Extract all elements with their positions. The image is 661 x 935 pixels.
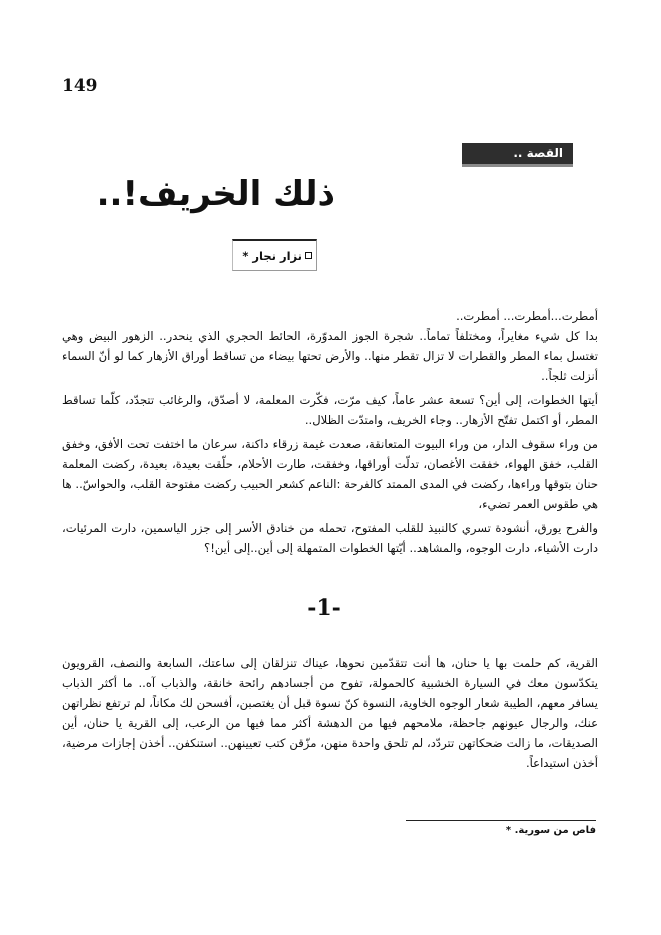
chapter-number: -1-: [307, 595, 341, 621]
section-label: القصة ..: [513, 146, 563, 160]
chapter-paragraph: القرية، كم حلمت بها يا حنان، ها أنت تتقدّمين نحوها، عيناك تنزلقان إلى ساعتك، السابعة والنصف، القرويون يتكدّسون معك في السيارة الخشبية كالحمولة، تفوح من أجسادهم رائحة خانقة، والذباب آه.. ما أكثر الذباب يسافر معهم، الطيبة شعار الوجوه الخاوية، النسوة كنّ نسوة قبل أن يغتصبن، أفسحن لك مكاناً، لم ترتفع نظراتهن عنك، والرجال عيونهم جاحظة، ملامحهم فيها من الدهشة أكثر مما فيها من الرعب، إلى القرية يا حنان، أين الصديقات، ما زالت ضحكاتهن تتردّد، لم تلحق واحدة منهن، مزّقن كتب تعيينهن.. استنكفن.. أخذن إجازات مرضية، أخذن استيداعاً.: [62, 656, 598, 770]
chapter-section: [62, 653, 598, 773]
opening-paragraph: بدا كل شيء مغايراً، ومختلفاً تماماً.. شجرة الجوز المدوّرة، الحائط الحجري الذي ينحدر.. الزهور البيض وهي تغتسل بماء المطر والقطرات لا تزال تقطر منها.. والأرض تحتها بيضاء من تساقط أوراق الأزهار كما لو أنّ السماء أنزلت ثلجاً..: [62, 329, 598, 383]
opening-line: أمطرت...أمطرت... أمطرت..: [456, 309, 598, 323]
footnote: فاص من سورية. *: [505, 825, 596, 836]
opening-section: [62, 306, 598, 558]
opening-paragraph: من وراء سقوف الدار، من وراء البيوت المتعانقة، صعدت غيمة زرقاء داكنة، سرعان ما اختفت تحت الأفق، وخفق القلب، خفق الهواء، خفقت الأغصان، تدلّت أوراقها، وخفقت، طارت الأحلام، حلّقت بعيدة، بعيدة، ركضت المعلمة حنان بتوقها وراءها، ركضت في المدى الممتد كالفرحة :الناعم كشعر الحبيب ركضت مفتوحة القلب، والحواسّ.. ها هي طقوس العمر تضيء،: [62, 437, 598, 511]
story-title: ذلك الخريف!..: [96, 174, 335, 214]
opening-paragraph: والفرح يورق، أنشودة تسري كالنبيذ للقلب المفتوح، تحمله من خنادق الأسر إلى جزر الياسمين، دارت المرئيات، دارت الأشياء، دارت الوجوه، والمشاهد.. أيّتها الخطوات المتمهلة إلى أين..إلى أين!؟: [62, 521, 598, 555]
page-number: 149: [62, 76, 98, 96]
section-header-bar: [462, 143, 573, 167]
author-box: [232, 239, 317, 271]
author-name: نزار نجار *: [242, 248, 302, 263]
opening-paragraph: أيتها الخطوات، إلى أين؟ تسعة عشر عاماً، كيف مرّت، فكّرت المعلمة، لا أصدّق، والرغائب تتجدّد، كلّما تساقط المطر، أو اكتمل تفتّح الأزهار.. وجاء الخريف، وامتدّت الظلال..: [62, 393, 598, 427]
footnote-rule: [406, 820, 596, 821]
square-bullet-icon: [305, 252, 312, 259]
